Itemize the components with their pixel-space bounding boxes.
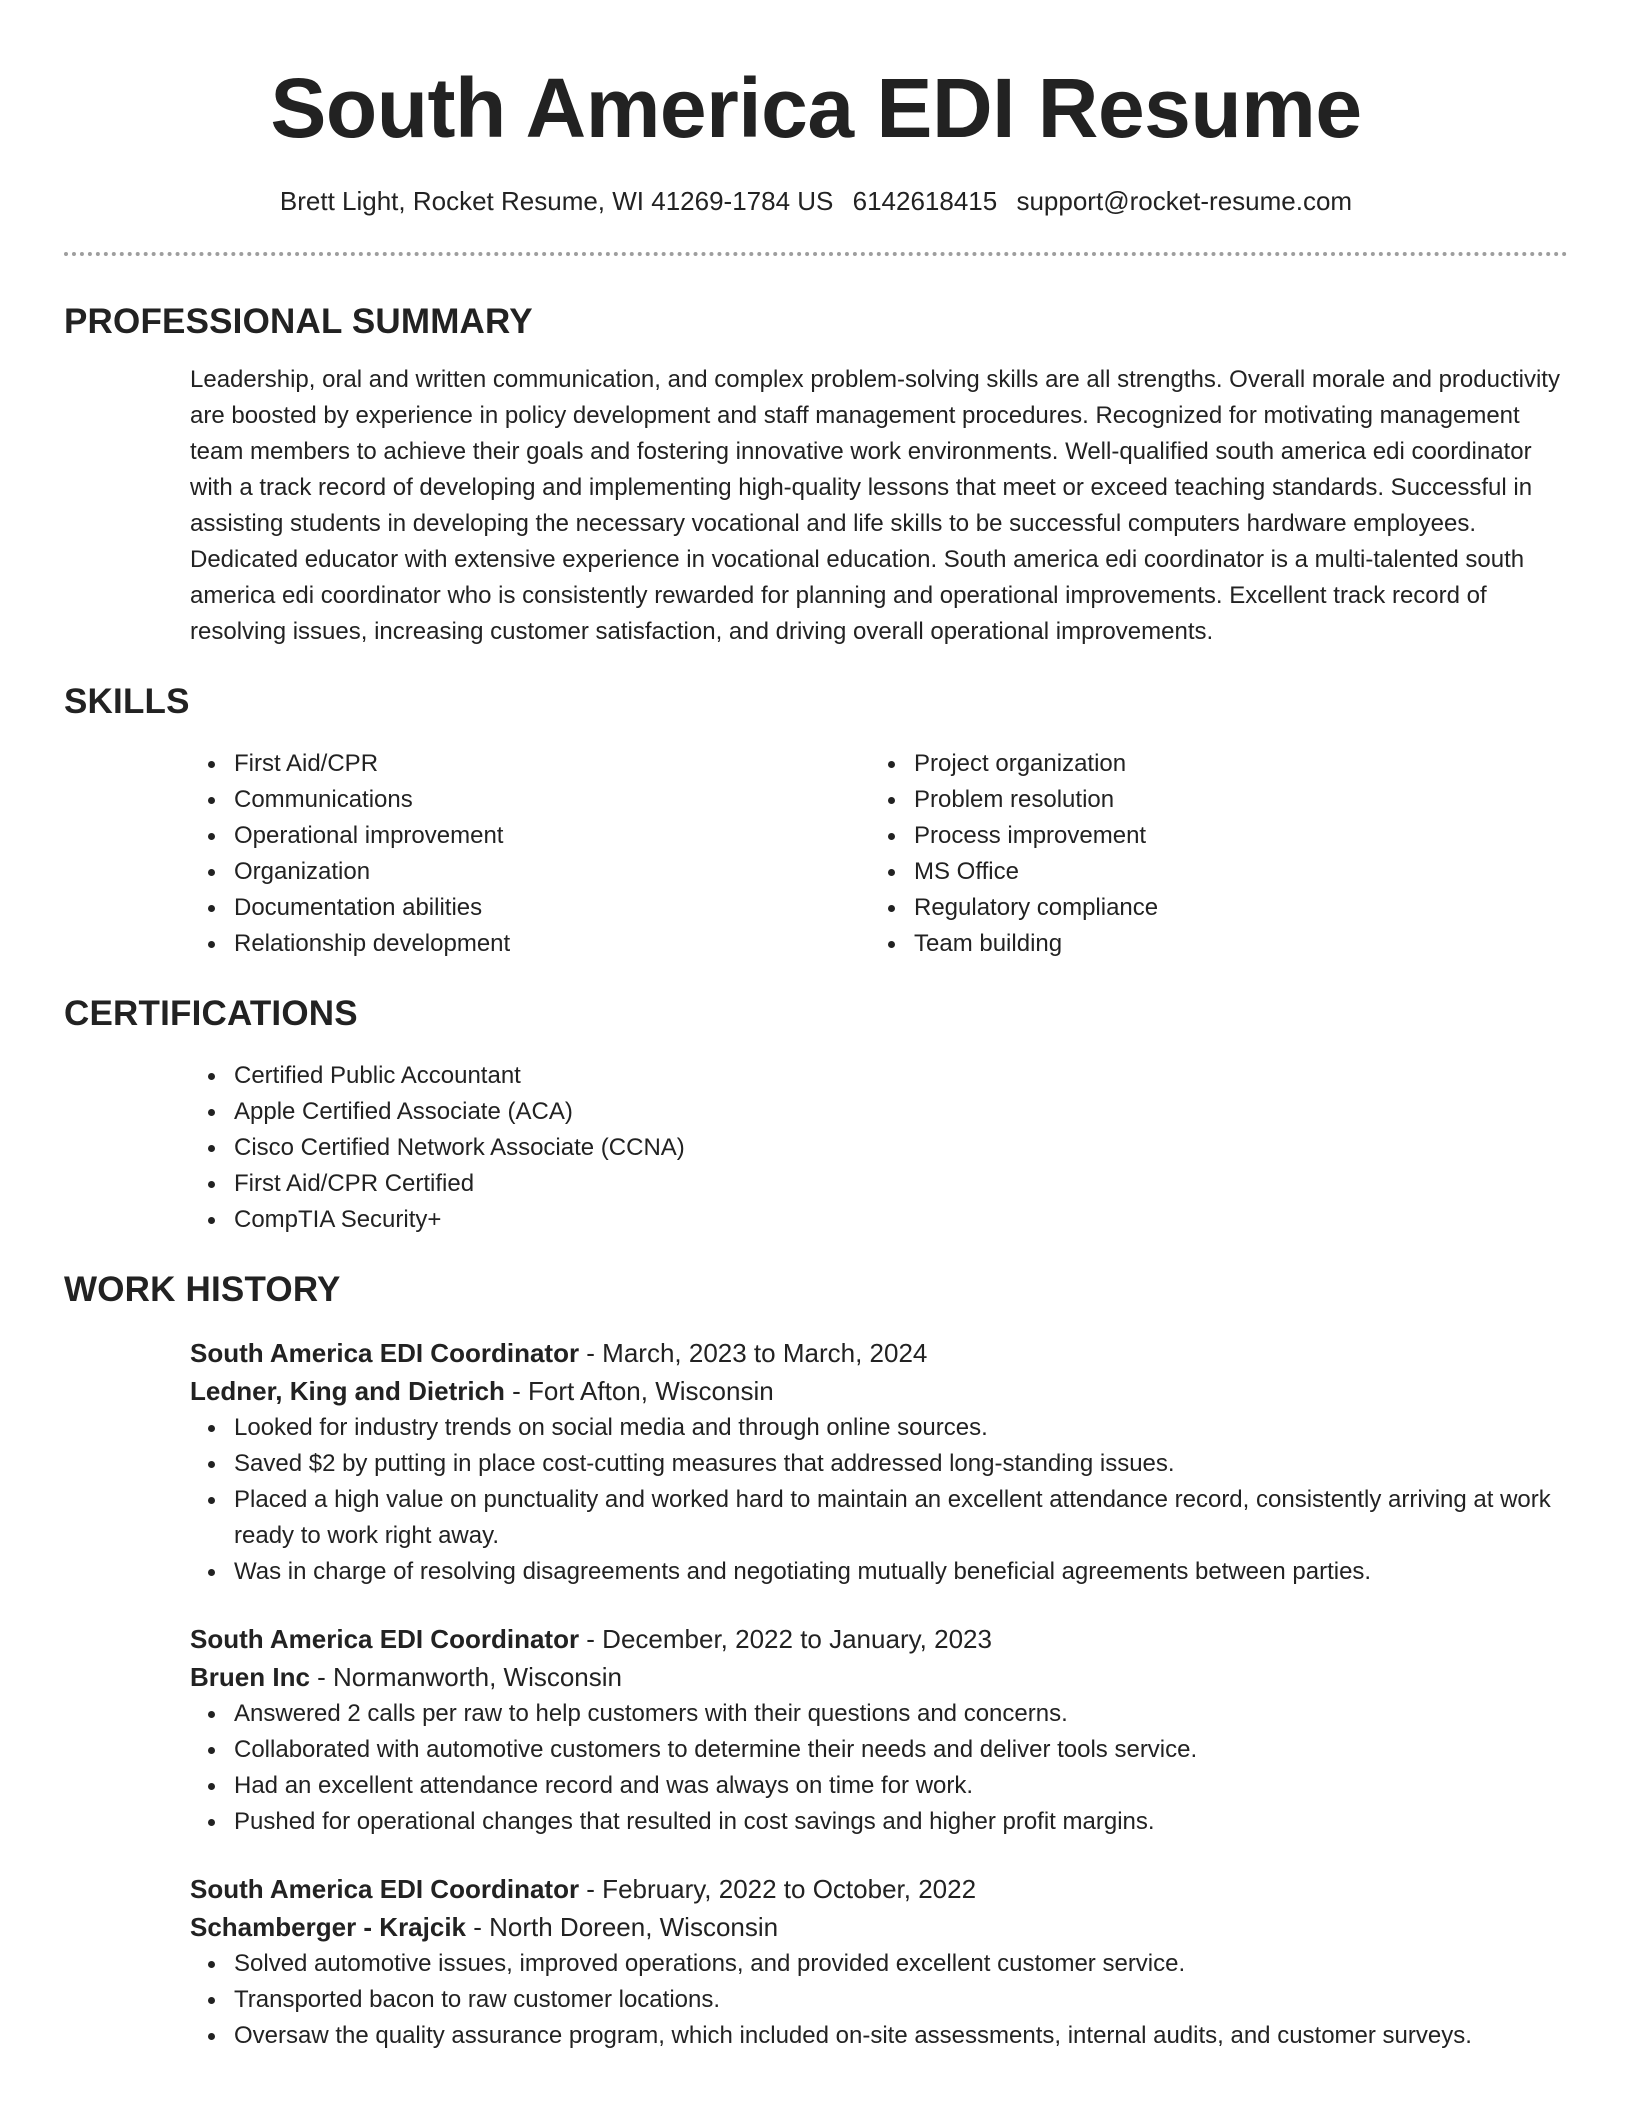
certifications-list <box>190 1058 1568 1238</box>
resume-title: South America EDI Resume <box>270 61 1362 155</box>
skill-item: First Aid/CPR <box>234 746 870 782</box>
job-company: Bruen Inc <box>190 1662 310 1692</box>
job-dates: - March, 2023 to March, 2024 <box>579 1338 928 1368</box>
job-dates: - December, 2022 to January, 2023 <box>579 1624 992 1654</box>
contact-email: support@rocket-resume.com <box>1016 186 1353 216</box>
job-entry <box>190 1870 1568 2054</box>
job-company-line <box>190 1658 1568 1696</box>
job-bullet: Oversaw the quality assurance program, which included on-site assessments, internal audits, and customer surveys. <box>234 2018 1568 2054</box>
skill-item: Relationship development <box>234 926 870 962</box>
skill-item: Process improvement <box>914 818 1550 854</box>
skill-item: Operational improvement <box>234 818 870 854</box>
job-bullet: Had an excellent attendance record and was always on time for work. <box>234 1768 1568 1804</box>
job-dates: - February, 2022 to October, 2022 <box>579 1874 977 1904</box>
skills-heading: SKILLS <box>64 682 190 721</box>
skills-column-right <box>870 746 1550 962</box>
skill-item: Project organization <box>914 746 1550 782</box>
job-bullet: Saved $2 by putting in place cost-cutting measures that addressed long-standing issues. <box>234 1446 1568 1482</box>
skill-item: MS Office <box>914 854 1550 890</box>
job-location: - North Doreen, Wisconsin <box>466 1912 779 1942</box>
certification-item: Cisco Certified Network Associate (CCNA) <box>234 1130 1568 1166</box>
job-entry <box>190 1620 1568 1840</box>
skill-item: Regulatory compliance <box>914 890 1550 926</box>
job-bullet: Was in charge of resolving disagreements and negotiating mutually beneficial agreements between parties. <box>234 1554 1568 1590</box>
summary-text: Leadership, oral and written communication, and complex problem-solving skills are all strengths. Overall morale and productivity are boosted by experience in policy development and staff management procedures. Recognized for motivating management team members to achieve their goals and fostering innovative work environments. Well-qualified south america edi coordinator with a track record of developing and implementing high-quality lessons that meet or exceed teaching standards. Successful in assisting students in developing the necessary vocational and life skills to be successful computers hardware employees. Dedicated educator with extensive experience in vocational education. South america edi coordinator is a multi-talented south america edi coordinator who is consistently rewarded for planning and operational improvements. Excellent track record of resolving issues, increasing customer satisfaction, and driving overall operational improvements. <box>190 366 1560 645</box>
resume-page <box>64 0 1568 2054</box>
certifications-heading: CERTIFICATIONS <box>64 994 358 1033</box>
skills-grid <box>190 746 1568 962</box>
skills-column-left <box>190 746 870 962</box>
job-location: - Normanworth, Wisconsin <box>309 1662 622 1692</box>
job-title: South America EDI Coordinator <box>190 1624 580 1654</box>
job-title: South America EDI Coordinator <box>190 1874 580 1904</box>
skills-section <box>64 680 1568 962</box>
skill-item: Team building <box>914 926 1550 962</box>
skill-item: Communications <box>234 782 870 818</box>
certification-item: Apple Certified Associate (ACA) <box>234 1094 1568 1130</box>
certification-item: CompTIA Security+ <box>234 1202 1568 1238</box>
skill-item: Documentation abilities <box>234 890 870 926</box>
skills-list-left <box>190 746 870 962</box>
certifications-section <box>64 992 1568 1238</box>
summary-heading: PROFESSIONAL SUMMARY <box>64 302 533 341</box>
job-title-line <box>190 1870 1568 1908</box>
job-company: Ledner, King and Dietrich <box>190 1376 505 1406</box>
job-title: South America EDI Coordinator <box>190 1338 580 1368</box>
work-history-heading: WORK HISTORY <box>64 1270 341 1309</box>
certification-item: First Aid/CPR Certified <box>234 1166 1568 1202</box>
job-bullet: Pushed for operational changes that resulted in cost savings and higher profit margins. <box>234 1804 1568 1840</box>
summary-section <box>64 300 1568 650</box>
job-company: Schamberger - Krajcik <box>190 1912 467 1942</box>
contact-address: Brett Light, Rocket Resume, WI 41269-1784 US <box>279 186 834 216</box>
job-bullets <box>190 1946 1568 2054</box>
certification-item: Certified Public Accountant <box>234 1058 1568 1094</box>
job-company-line <box>190 1908 1568 1946</box>
job-entry <box>190 1334 1568 1590</box>
skill-item: Problem resolution <box>914 782 1550 818</box>
job-bullet: Transported bacon to raw customer locations. <box>234 1982 1568 2018</box>
header-divider <box>64 252 1568 256</box>
job-bullet: Looked for industry trends on social media and through online sources. <box>234 1410 1568 1446</box>
certifications-body <box>190 1058 1568 1238</box>
contact-phone: 6142618415 <box>852 186 998 216</box>
job-bullets <box>190 1696 1568 1840</box>
job-company-line <box>190 1372 1568 1410</box>
job-location: - Fort Afton, Wisconsin <box>504 1376 774 1406</box>
job-bullet: Answered 2 calls per raw to help customers with their questions and concerns. <box>234 1696 1568 1732</box>
job-bullet: Solved automotive issues, improved operations, and provided excellent customer service. <box>234 1946 1568 1982</box>
job-title-line <box>190 1334 1568 1372</box>
job-title-line <box>190 1620 1568 1658</box>
job-bullets <box>190 1410 1568 1590</box>
job-bullet: Placed a high value on punctuality and worked hard to maintain an excellent attendance record, consistently arriving at work ready to work right away. <box>234 1482 1568 1554</box>
contact-line <box>64 184 1568 218</box>
work-history-section <box>64 1268 1568 2054</box>
skill-item: Organization <box>234 854 870 890</box>
skills-list-right <box>870 746 1550 962</box>
job-bullet: Collaborated with automotive customers to determine their needs and deliver tools service. <box>234 1732 1568 1768</box>
